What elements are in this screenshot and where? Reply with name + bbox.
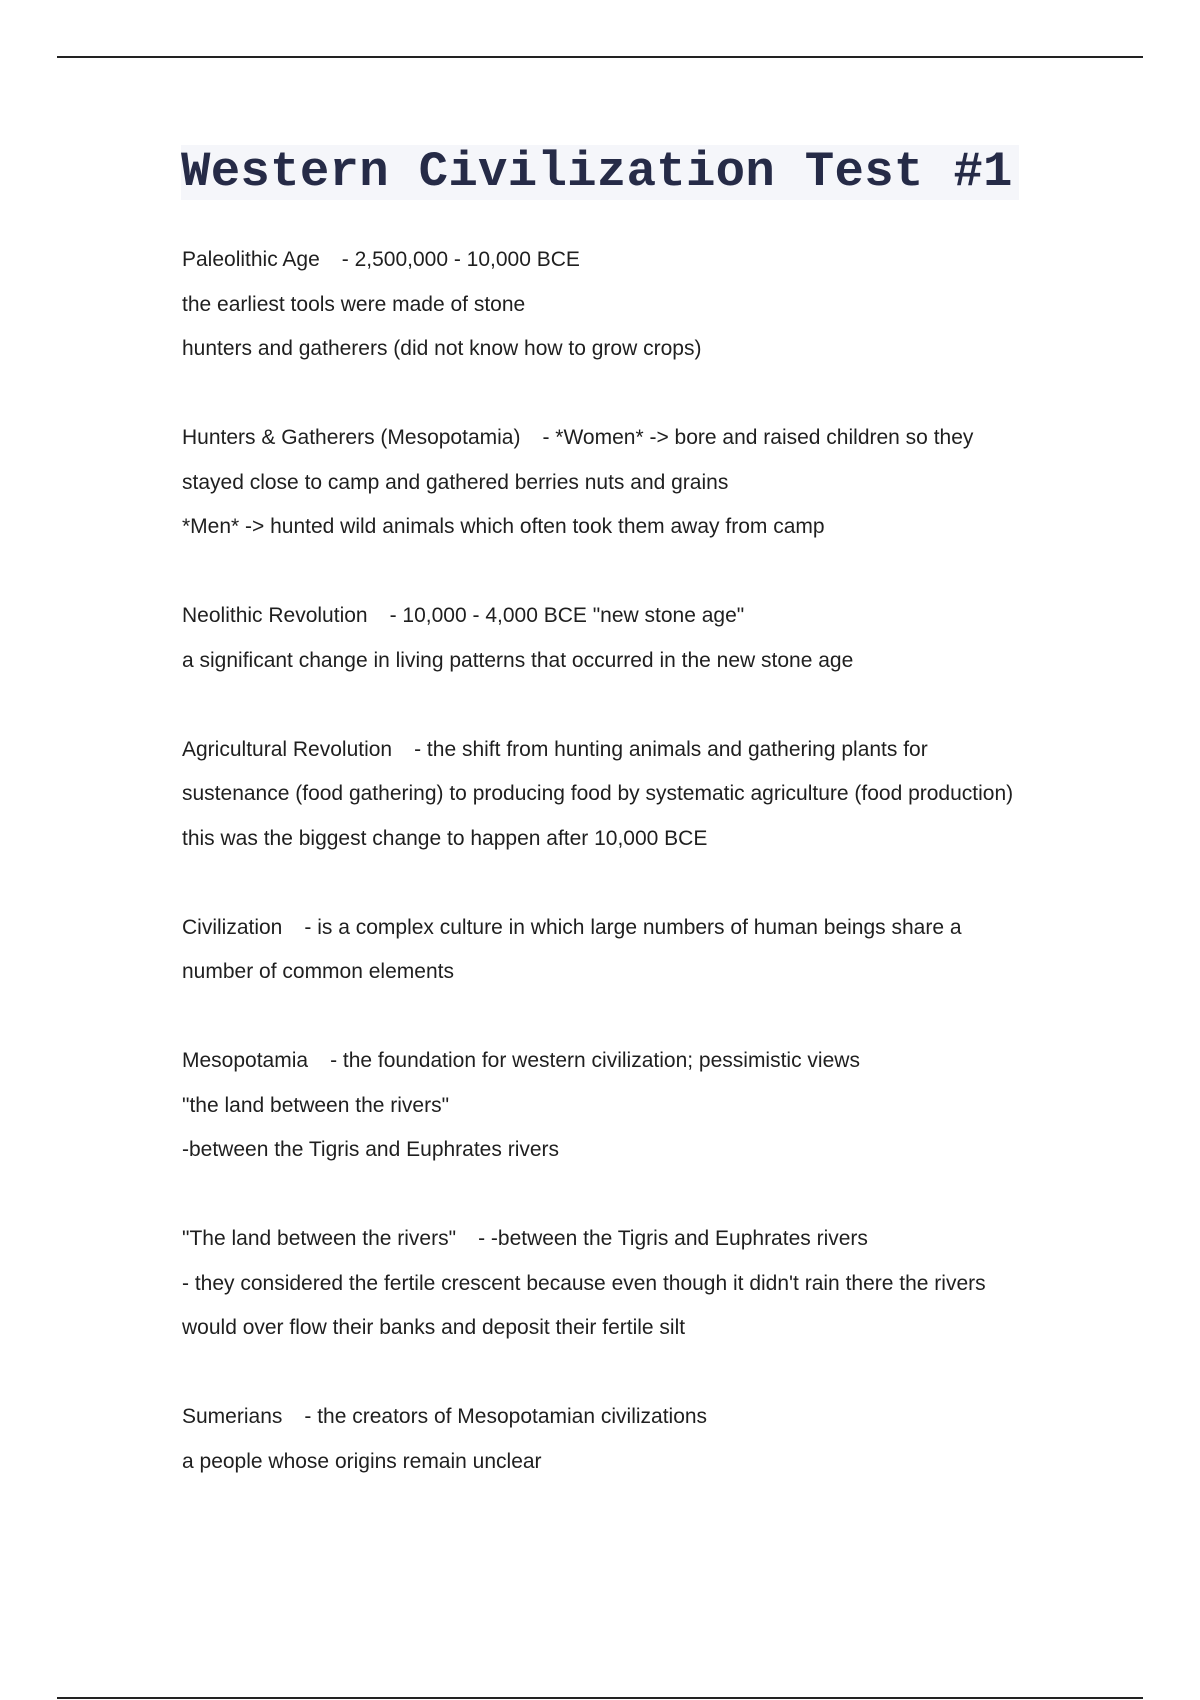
detail-line: "the land between the rivers" (182, 1093, 450, 1117)
definition: - the creators of Mesopotamian civilizations (304, 1405, 708, 1428)
term-definition-line (182, 238, 1027, 283)
flashcard-entry (182, 1217, 1027, 1351)
detail-line: *Men* -> hunted wild animals which often took them away from camp (182, 515, 825, 538)
definition: - the shift from hunting animals and gathering plants for sustenance (food gathering) to producing food by systematic agriculture (food production) (182, 737, 1014, 805)
definition: - 10,000 - 4,000 BCE "new stone age" (389, 604, 745, 627)
detail-line: - they considered the fertile crescent because even though it didn't rain there the rivers would over flow their banks and deposit their fertile silt (182, 1271, 986, 1339)
flashcard-list (182, 238, 1027, 1484)
definition: - 2,500,000 - 10,000 BCE (341, 248, 580, 271)
term-definition-line (182, 416, 1027, 505)
flashcard-entry (182, 1039, 1027, 1173)
term: Mesopotamia (182, 1049, 309, 1072)
top-rule (57, 56, 1143, 58)
detail-line: a people whose origins remain unclear (182, 1449, 542, 1473)
term-definition-line (182, 594, 1027, 639)
flashcard-entry (182, 728, 1027, 862)
term-definition-line (182, 906, 1027, 995)
term-definition-line (182, 728, 1027, 817)
detail-line: the earliest tools were made of stone (182, 292, 526, 316)
detail-line: hunters and gatherers (did not know how to grow crops) (182, 337, 702, 360)
detail-line: this was the biggest change to happen after 10,000 BCE (182, 826, 708, 850)
term-definition-line (182, 1217, 1027, 1262)
bottom-rule (57, 1697, 1143, 1699)
term: Hunters & Gatherers (Mesopotamia) (182, 426, 521, 449)
flashcard-entry (182, 1395, 1027, 1484)
flashcard-entry (182, 594, 1027, 683)
definition: - *Women* -> bore and raised children so they stayed close to camp and gathered berries nuts and grains (182, 426, 974, 494)
flashcard-entry (182, 906, 1027, 995)
title-banner (181, 145, 1019, 200)
term: Civilization (182, 915, 283, 939)
flashcard-entry (182, 238, 1027, 372)
term: Paleolithic Age (182, 248, 320, 271)
term: Agricultural Revolution (182, 737, 393, 761)
term: Neolithic Revolution (182, 604, 368, 627)
definition: - is a complex culture in which large numbers of human beings share a number of common elements (182, 915, 962, 983)
definition: - -between the Tigris and Euphrates rivers (478, 1227, 868, 1250)
definition: - the foundation for western civilization; pessimistic views (330, 1049, 860, 1072)
detail-line: -between the Tigris and Euphrates rivers (182, 1138, 560, 1161)
term-definition-line (182, 1039, 1027, 1084)
term: "The land between the rivers" (182, 1227, 457, 1250)
term: Sumerians (182, 1405, 283, 1428)
detail-line: a significant change in living patterns that occurred in the new stone age (182, 648, 854, 672)
flashcard-entry (182, 416, 1027, 550)
page-title: Western Civilization Test #1 (181, 144, 1013, 200)
term-definition-line (182, 1395, 1027, 1440)
